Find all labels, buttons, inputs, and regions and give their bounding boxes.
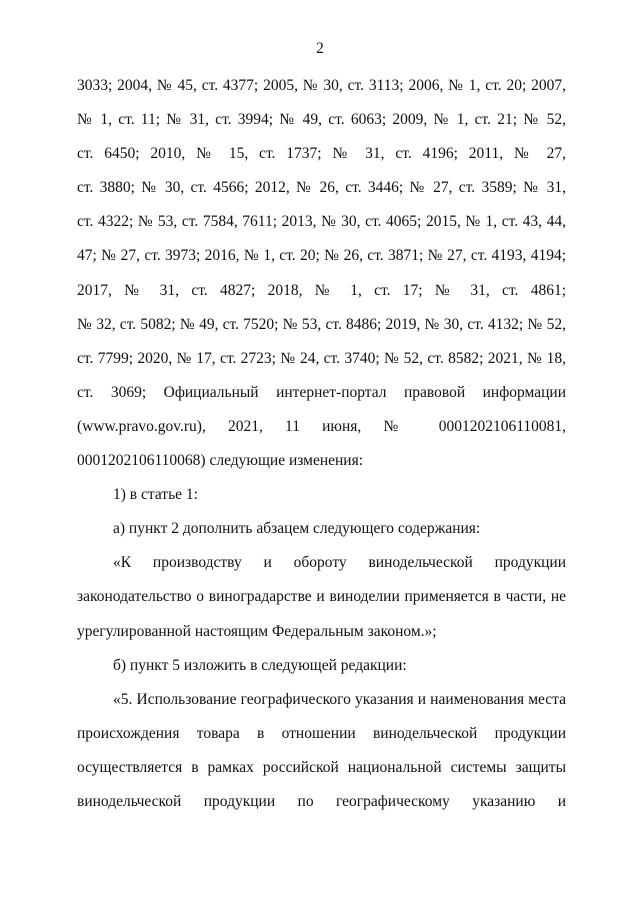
text-line: осуществляется в рамках российской национальной системы защиты [77,758,566,776]
text-line: происхождения товара в отношении винодельческой продукции [77,724,566,742]
text-line: 47; № 27, ст. 3973; 2016, № 1, ст. 20; № 26, ст. 3871; № 27, ст. 4193, 4194; [77,247,566,265]
text-line: 1) в статье 1: [113,486,198,504]
text-line: (www.pravo.gov.ru), 2021, 11 июня, № 0001202106110081, [77,417,566,435]
text-line: 3033; 2004, № 45, ст. 4377; 2005, № 30, ст. 3113; 2006, № 1, ст. 20; 2007, [77,77,566,94]
text-line: № 1, ст. 11; № 31, ст. 3994; № 49, ст. 6063; 2009, № 1, ст. 21; № 52, [77,111,566,129]
text-line: «К производству и обороту винодельческой продукции [113,554,566,572]
text-line: законодательство о виноградарстве и виноделии применяется в части, не [77,588,566,606]
text-line: 0001202106110068) следующие изменения: [77,452,364,470]
document-body [77,75,566,825]
text-line: ст. 4322; № 53, ст. 7584, 7611; 2013, № 30, ст. 4065; 2015, № 1, ст. 43, 44, [77,213,566,231]
text-line: а) пункт 2 дополнить абзацем следующего содержания: [113,520,481,538]
text-line: ст. 3069; Официальный интернет-портал правовой информации [77,383,566,401]
text-line: № 32, ст. 5082; № 49, ст. 7520; № 53, ст. 8486; 2019, № 30, ст. 4132; № 52, [77,315,566,333]
text-line: ст. 7799; 2020, № 17, ст. 2723; № 24, ст. 3740; № 52, ст. 8582; 2021, № 18, [77,349,566,367]
page-number: 2 [316,40,324,57]
text-line: ст. 6450; 2010, № 15, ст. 1737; № 31, ст. 4196; 2011, № 27, [77,145,566,163]
text-line: урегулированной настоящим Федеральным законом.»; [77,622,437,640]
text-line: винодельческой продукции по географическому указанию и [77,792,566,810]
text-line: «5. Использование географического указания и наименования места [113,690,566,708]
text-line: ст. 3880; № 30, ст. 4566; 2012, № 26, ст. 3446; № 27, ст. 3589; № 31, [77,179,566,197]
text-line: 2017, № 31, ст. 4827; 2018, № 1, ст. 17; № 31, ст. 4861; [77,281,566,299]
text-line: б) пункт 5 изложить в следующей редакции: [113,656,407,674]
